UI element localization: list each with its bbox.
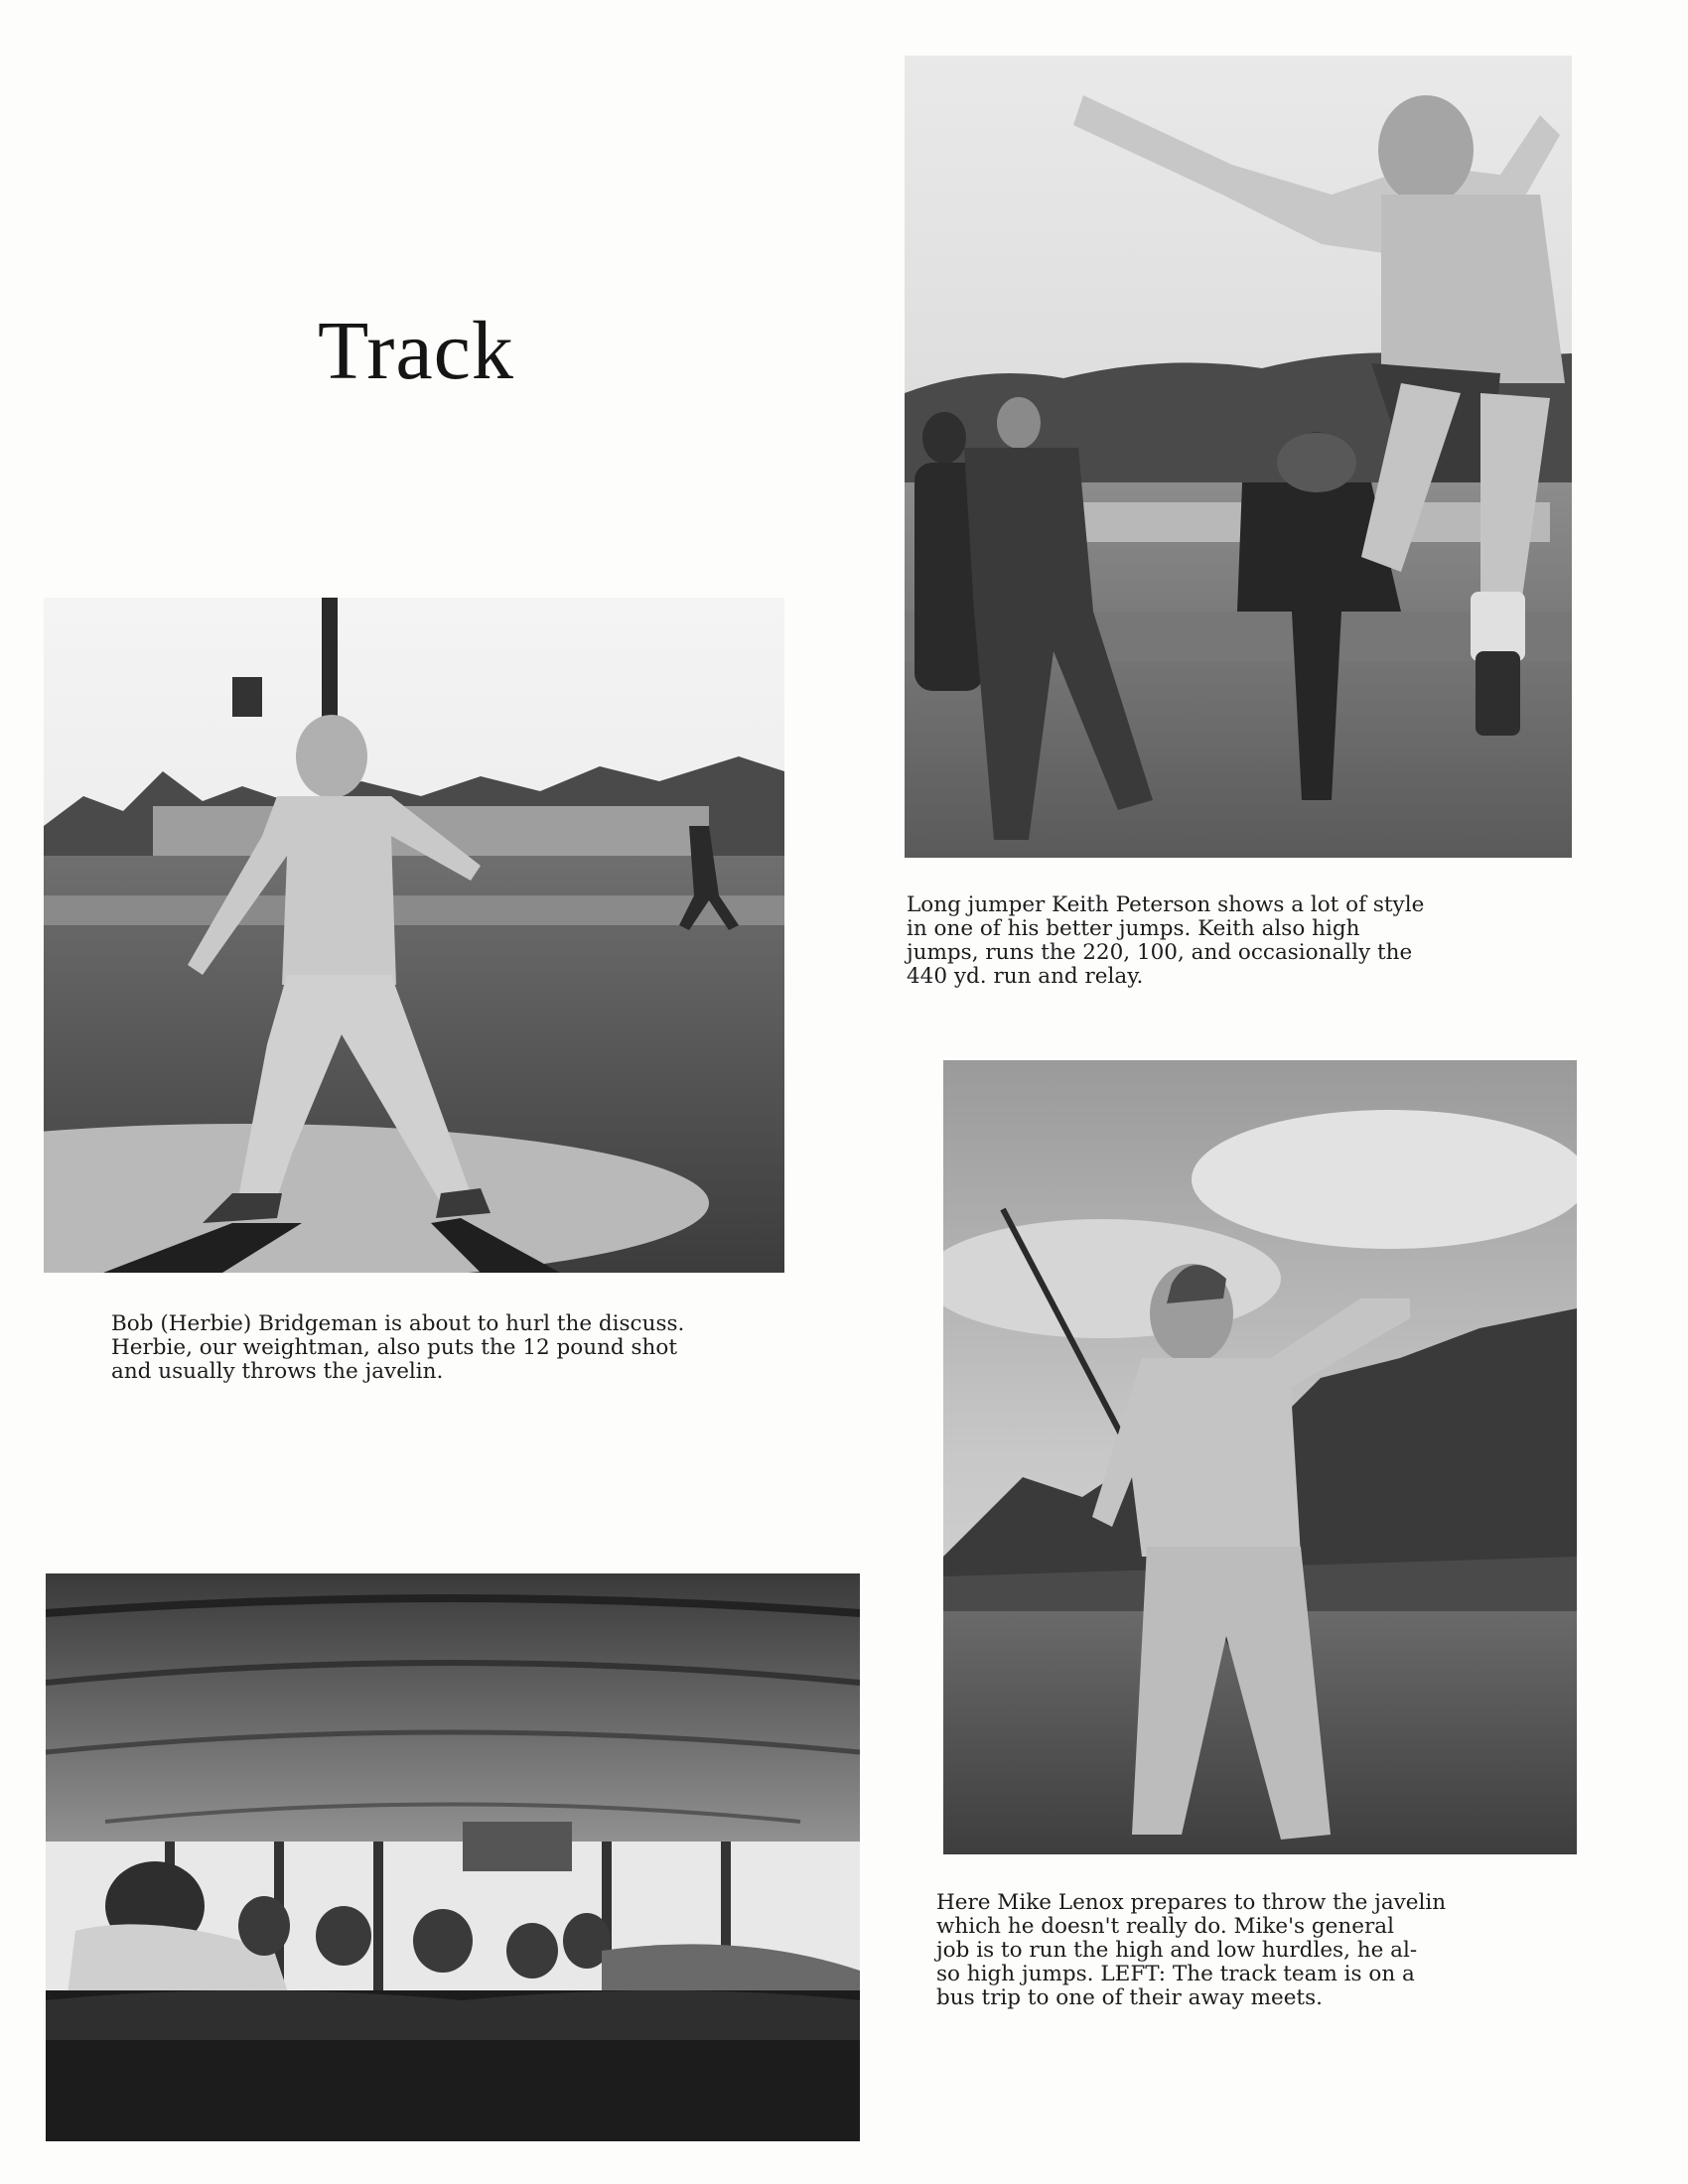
bus-trip-photo xyxy=(46,1573,860,2141)
bus-trip-photo-image xyxy=(46,1573,860,2141)
discus-caption: Bob (Herbie) Bridgeman is about to hurl the discuss. Herbie, our weightman, also puts the 12 pound shot and usually throws the javelin. xyxy=(111,1311,685,1384)
long-jump-caption: Long jumper Keith Peterson shows a lot of style in one of his better jumps. Keith also high jumps, runs the 220, 100, and occasionally the 440 yd. run and relay. xyxy=(907,892,1425,989)
discus-photo-image xyxy=(44,598,784,1273)
javelin-photo xyxy=(943,1060,1577,1854)
long-jump-photo xyxy=(905,56,1572,858)
discus-photo xyxy=(44,598,784,1273)
page-title: Track xyxy=(318,305,514,397)
long-jump-photo-image xyxy=(905,56,1572,858)
javelin-caption: Here Mike Lenox prepares to throw the javelin which he doesn't really do. Mike's general job is to run the high and low hurdles, he al- so high jumps. LEFT: The track team is on a bus trip to one of their away meets. xyxy=(936,1890,1447,2010)
javelin-photo-image xyxy=(943,1060,1577,1854)
